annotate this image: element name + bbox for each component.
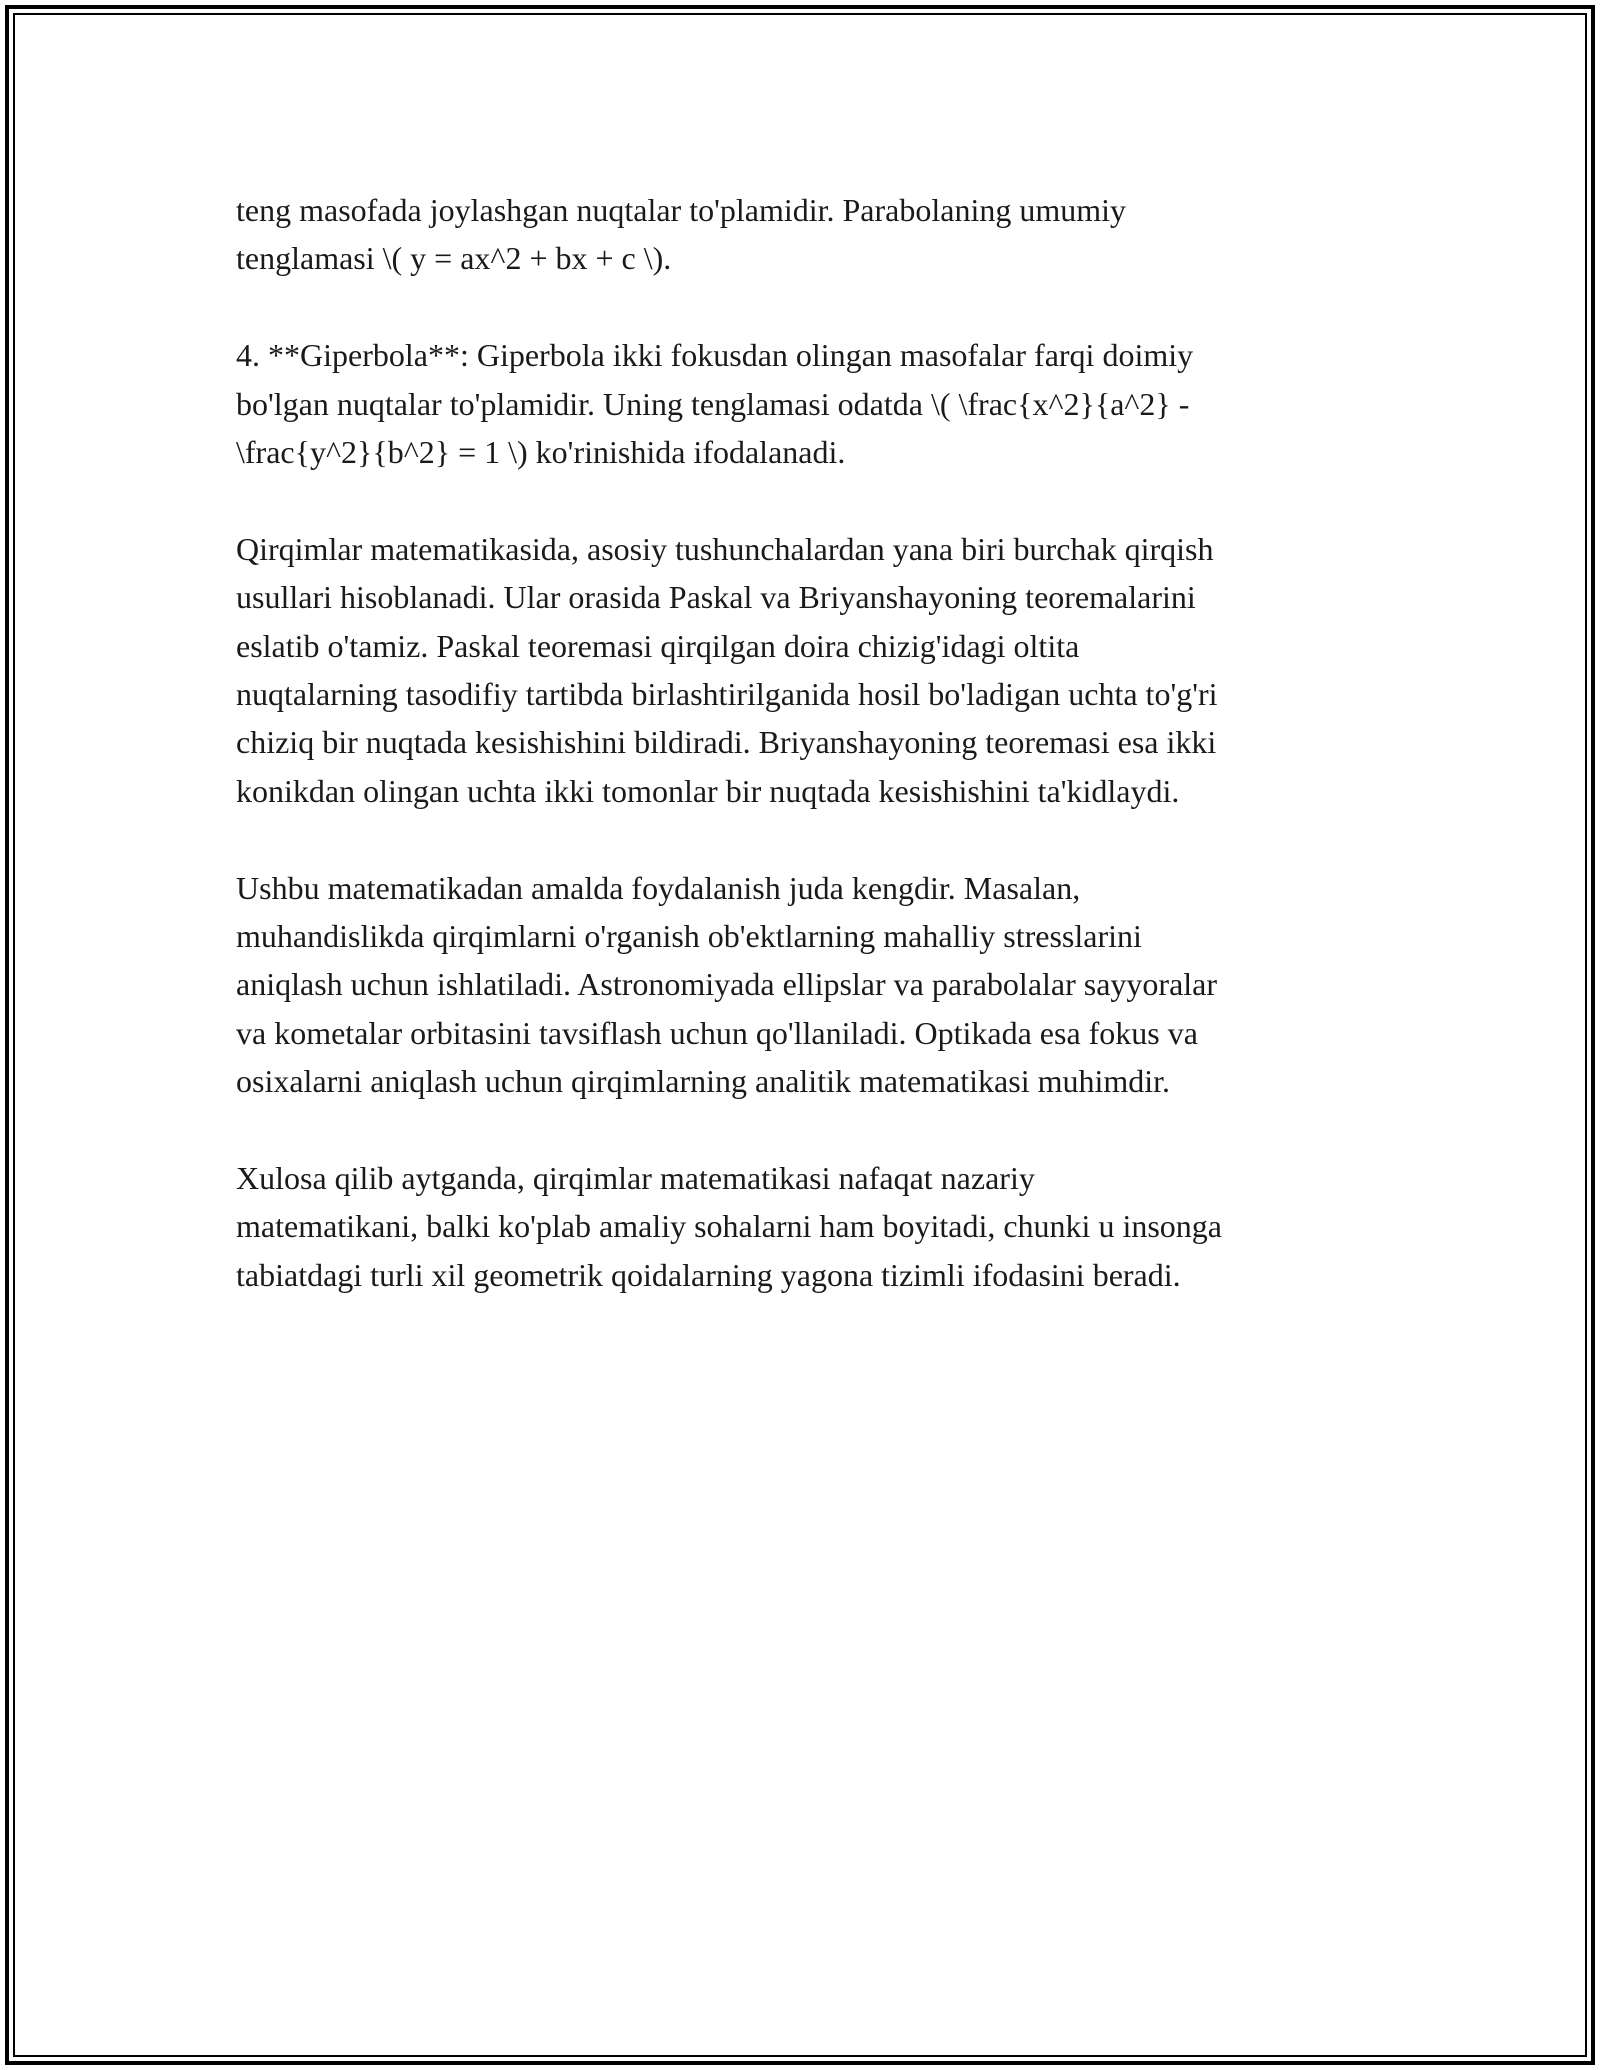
paragraph-hyperbola: 4. **Giperbola**: Giperbola ikki fokusdan olingan masofalar farqi doimiy bo'lgan nuqtalar to'plamidir. Uning tenglamasi odatda \( \frac{x^2}{a^2} - \frac{y^2}{b^2} = 1 \) ko'rinishida ifodalanadi. xyxy=(236,337,1194,471)
paragraph-pascal-brianchon: Qirqimlar matematikasida, asosiy tushunchalardan yana biri burchak qirqish usullari hisoblanadi. Ular orasida Paskal va Briyanshayoning teoremalarini eslatib o'tamiz. Paskal teoremasi qirqilgan doira chizig'idagi oltita nuqtalarning tasodifiy tartibda birlashtirilganida hosil bo'ladigan uchta to'g'ri chiziq bir nuqtada kesishishini bildiradi. Briyanshayoning teoremasi esa ikki konikdan olingan uchta ikki tomonlar bir nuqtada kesishishini ta'kidlaydi. xyxy=(236,530,1218,809)
paragraph-parabola-equation: teng masofada joylashgan nuqtalar to'plamidir. Parabolaning umumiy tenglamasi \( y = ax^2 + bx + c \). xyxy=(236,192,1127,277)
paragraph-applications: Ushbu matematikadan amalda foydalanish juda kengdir. Masalan, muhandislikda qirqimlarni o'rganish ob'ektlarning mahalliy stresslarini aniqlash uchun ishlatiladi. Astronomiyada ellipslar va parabolalar sayyoralar va kometalar orbitasini tavsiflash uchun qo'llaniladi. Optikada esa fokus va osixalarni aniqlash uchun qirqimlarning analitik matematikasi muhimdir. xyxy=(236,869,1218,1100)
paragraph-conclusion: Xulosa qilib aytganda, qirqimlar matematikasi nafaqat nazariy matematikani, balki ko'plab amaliy sohalarni ham boyitadi, chunki u insonga tabiatdagi turli xil geometrik qoidalarning yagona tizimli ifodasini beradi. xyxy=(236,1160,1222,1293)
document-body xyxy=(236,186,1376,1348)
